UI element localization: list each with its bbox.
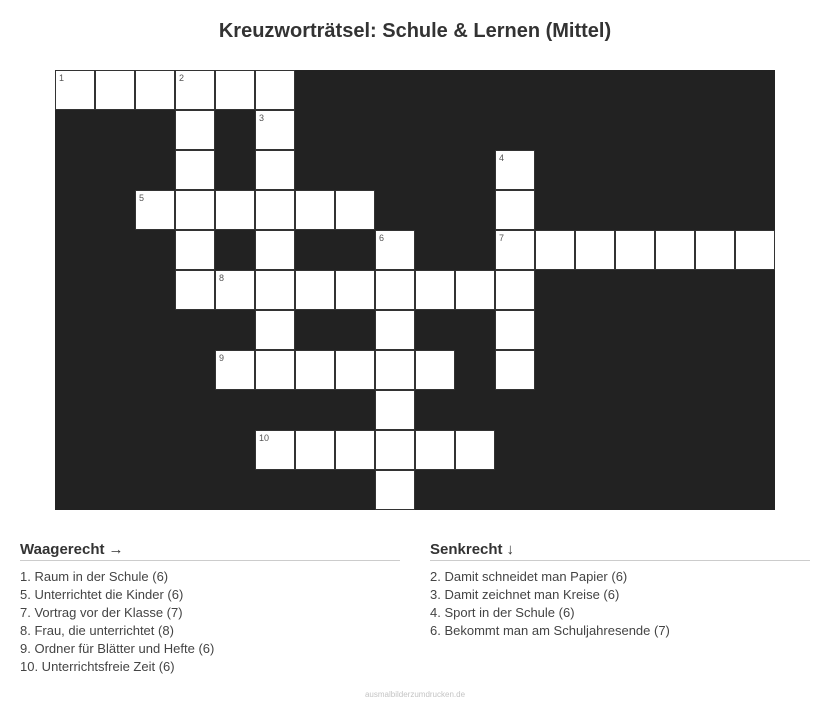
across-clue: 7. Vortrag vor der Klasse (7) xyxy=(20,605,183,620)
crossword-cell[interactable] xyxy=(295,190,335,230)
crossword-cell[interactable] xyxy=(375,310,415,350)
crossword-cell[interactable] xyxy=(295,350,335,390)
crossword-cell[interactable] xyxy=(335,270,375,310)
crossword-cell[interactable] xyxy=(255,190,295,230)
crossword-cell[interactable] xyxy=(335,350,375,390)
clue-number: 2 xyxy=(179,73,185,83)
clue-number: 1 xyxy=(59,73,65,83)
crossword-cell[interactable] xyxy=(455,270,495,310)
crossword-cell[interactable] xyxy=(95,70,135,110)
crossword-cell[interactable] xyxy=(495,310,535,350)
crossword-cell[interactable] xyxy=(495,230,535,270)
crossword-cell[interactable] xyxy=(375,390,415,430)
crossword-cell[interactable] xyxy=(575,230,615,270)
crossword-cell[interactable] xyxy=(215,350,255,390)
crossword-grid xyxy=(55,70,775,510)
clue-number: 10 xyxy=(259,433,270,443)
crossword-cell[interactable] xyxy=(735,230,775,270)
down-clues xyxy=(430,541,810,640)
crossword-cell[interactable] xyxy=(175,70,215,110)
across-heading xyxy=(20,541,400,561)
crossword-cell[interactable] xyxy=(655,230,695,270)
crossword-cell[interactable] xyxy=(255,270,295,310)
down-clue: 6. Bekommt man am Schuljahresende (7) xyxy=(430,623,670,638)
crossword-cell[interactable] xyxy=(55,70,95,110)
across-clue: 9. Ordner für Blätter und Hefte (6) xyxy=(20,641,215,656)
crossword-cell[interactable] xyxy=(175,230,215,270)
clue-number: 8 xyxy=(219,273,225,283)
across-clues xyxy=(20,541,400,676)
down-heading-label: Senkrecht xyxy=(430,541,503,558)
crossword-cell[interactable] xyxy=(695,230,735,270)
crossword-cell[interactable] xyxy=(255,70,295,110)
across-clue: 8. Frau, die unterrichtet (8) xyxy=(20,623,174,638)
crossword-cell[interactable] xyxy=(135,190,175,230)
clue-number: 3 xyxy=(259,113,265,123)
crossword-cell[interactable] xyxy=(495,270,535,310)
crossword-cell[interactable] xyxy=(255,430,295,470)
crossword-cell[interactable] xyxy=(375,430,415,470)
crossword-cell[interactable] xyxy=(335,430,375,470)
crossword-cell[interactable] xyxy=(175,190,215,230)
crossword-cell[interactable] xyxy=(375,230,415,270)
clue-number: 5 xyxy=(139,193,145,203)
crossword-cell[interactable] xyxy=(495,190,535,230)
crossword-cell[interactable] xyxy=(415,270,455,310)
crossword-cell[interactable] xyxy=(215,70,255,110)
crossword-cell[interactable] xyxy=(255,110,295,150)
footer-credit: ausmalbilderzumdrucken.de xyxy=(364,690,466,699)
crossword-cell[interactable] xyxy=(375,470,415,510)
crossword-cell[interactable] xyxy=(495,350,535,390)
arrow-down-icon: ↓ xyxy=(506,541,515,558)
crossword-cell[interactable] xyxy=(255,150,295,190)
down-heading xyxy=(430,541,810,561)
crossword-cell[interactable] xyxy=(175,110,215,150)
crossword-cell[interactable] xyxy=(255,350,295,390)
crossword-cell[interactable] xyxy=(615,230,655,270)
crossword-cell[interactable] xyxy=(215,190,255,230)
arrow-right-icon: → xyxy=(108,541,124,558)
down-clue: 2. Damit schneidet man Papier (6) xyxy=(430,569,628,584)
across-clue: 1. Raum in der Schule (6) xyxy=(20,569,169,584)
clue-number: 9 xyxy=(219,353,225,363)
crossword-cell[interactable] xyxy=(215,270,255,310)
crossword-cell[interactable] xyxy=(295,430,335,470)
crossword-cell[interactable] xyxy=(455,430,495,470)
down-clue: 4. Sport in der Schule (6) xyxy=(430,605,575,620)
crossword-cell[interactable] xyxy=(495,150,535,190)
down-clue: 3. Damit zeichnet man Kreise (6) xyxy=(430,587,620,602)
crossword-cell[interactable] xyxy=(375,270,415,310)
clue-number: 6 xyxy=(379,233,385,243)
crossword-cell[interactable] xyxy=(415,350,455,390)
crossword-cell[interactable] xyxy=(415,430,455,470)
crossword-cell[interactable] xyxy=(175,150,215,190)
crossword-cell[interactable] xyxy=(255,230,295,270)
across-clue: 5. Unterrichtet die Kinder (6) xyxy=(20,587,184,602)
crossword-cell[interactable] xyxy=(335,190,375,230)
crossword-cell[interactable] xyxy=(135,70,175,110)
crossword-cell[interactable] xyxy=(375,350,415,390)
clue-number: 7 xyxy=(499,233,505,243)
across-clue: 10. Unterrichtsfreie Zeit (6) xyxy=(20,659,175,674)
clue-number: 4 xyxy=(499,153,505,163)
across-heading-label: Waagerecht xyxy=(20,541,105,558)
crossword-cell[interactable] xyxy=(175,270,215,310)
page-title: Kreuzworträtsel: Schule & Lernen (Mittel) xyxy=(218,20,612,42)
crossword-cell[interactable] xyxy=(535,230,575,270)
crossword-cell[interactable] xyxy=(255,310,295,350)
crossword-cell[interactable] xyxy=(295,270,335,310)
